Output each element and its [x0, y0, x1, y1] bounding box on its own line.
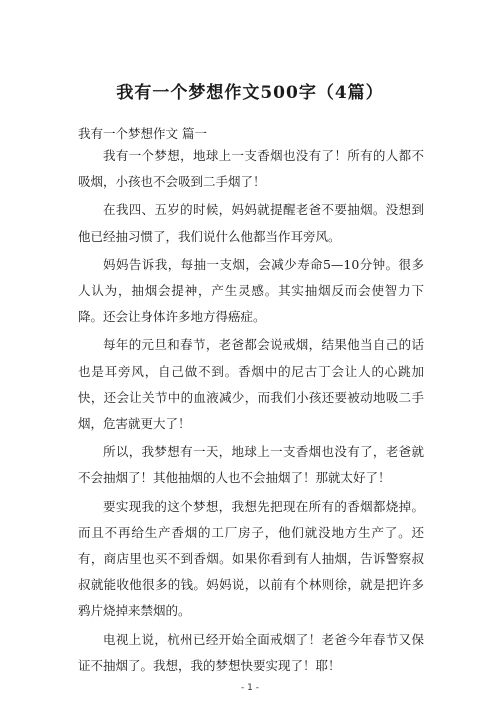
- paragraph-5: 所以，我梦想有一天，地球上一支香烟也没有了，老爸就不会抽烟了！其他抽烟的人也不会抽烟了！那就太好了！: [78, 444, 424, 486]
- paragraph-3: 妈妈告诉我，每抽一支烟，会减少寿命5—10分钟。很多人认为，抽烟会提神，产生灵感。其实抽烟反而会使智力下降。还会让身体许多地方得癌症。: [78, 256, 424, 325]
- paragraph-2: 在我四、五岁的时候，妈妈就提醒老爸不要抽烟。没想到他已经抽习惯了，我们说什么他都当作耳旁风。: [78, 202, 424, 244]
- paragraph-7: 电视上说，杭州已经开始全面戒烟了！老爸今年春节又保证不抽烟了。我想，我的梦想快要实现了！耶！: [78, 631, 424, 673]
- paragraph-6: 要实现我的这个梦想，我想先把现在所有的香烟都烧掉。而且不再给生产香烟的工厂房子，他们就没地方生产了。还有，商店里也买不到香烟。如果你看到有人抽烟，告诉警察叔叔就能收他很多的钱。妈妈说，以前有个林则徐，就是把许多鸦片烧掉来禁烟的。: [78, 498, 424, 619]
- section-subtitle: 我有一个梦想作文 篇一: [78, 126, 207, 141]
- page-number: - 1 -: [241, 683, 259, 693]
- paragraph-4: 每年的元旦和春节，老爸都会说戒烟，结果他当自己的话也是耳旁风，自己做不到。香烟中的尼古丁会让人的心跳加快，还会让关节中的血液减少，而我们小孩还要被动地吸二手烟，危害就更大了！: [78, 337, 424, 432]
- article-body: [78, 143, 424, 681]
- paragraph-1: 我有一个梦想，地球上一支香烟也没有了！所有的人都不吸烟，小孩也不会吸到二手烟了！: [78, 148, 424, 190]
- document-title: 我有一个梦想作文500字（4篇）: [116, 83, 384, 103]
